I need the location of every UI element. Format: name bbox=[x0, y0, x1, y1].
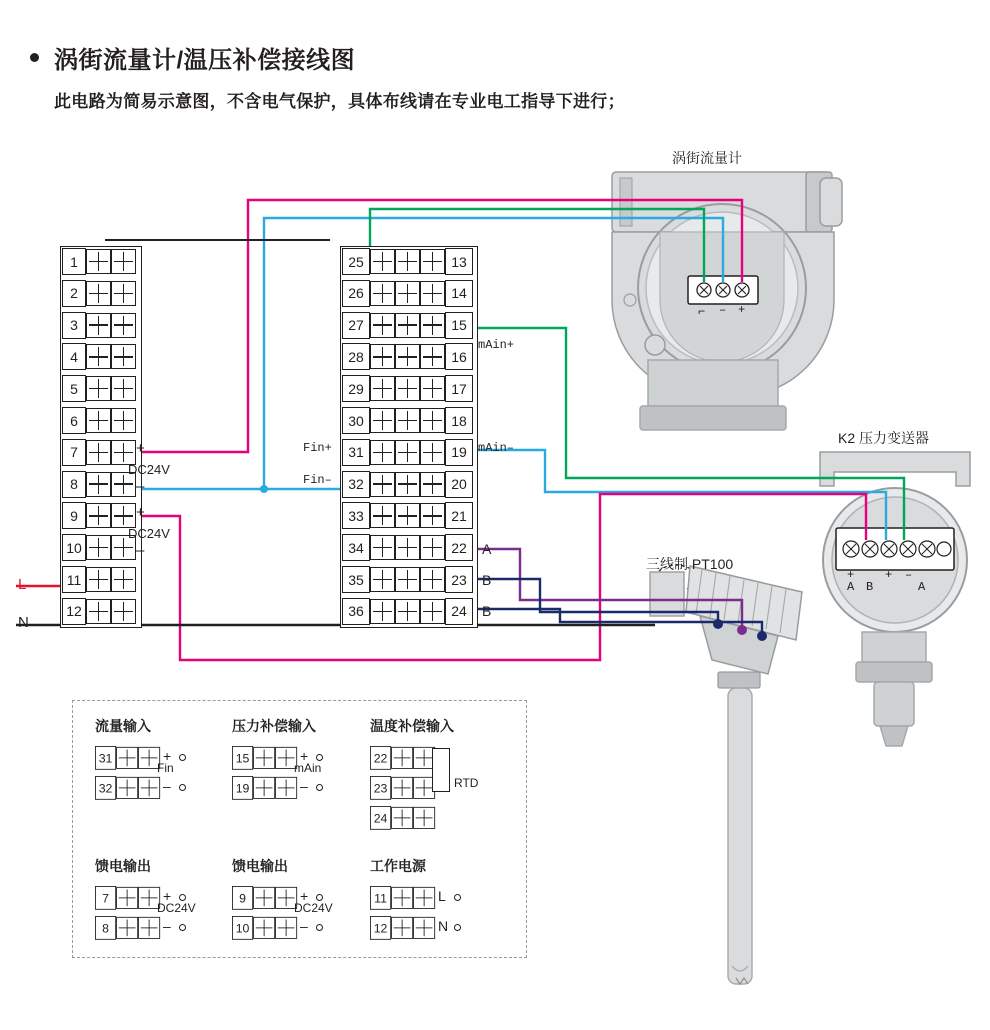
legend-terminal-sign: N bbox=[438, 918, 449, 934]
screw-terminal-icon bbox=[275, 777, 297, 799]
legend-terminal-dot bbox=[454, 924, 461, 931]
pt-mark-5: A bbox=[918, 580, 926, 594]
terminal-number: 5 bbox=[62, 375, 86, 402]
legend-terminal-row bbox=[370, 776, 435, 800]
mid-block-label: mAin– bbox=[478, 441, 515, 455]
mid-terminal-row[interactable] bbox=[342, 471, 473, 498]
screw-terminal-icon bbox=[275, 917, 297, 939]
legend-terminal-sign: L bbox=[438, 888, 446, 904]
screw-terminal-icon[interactable] bbox=[420, 599, 445, 624]
legend-group-title: 压力补偿输入 bbox=[232, 718, 316, 734]
left-block-label: DC24V bbox=[128, 462, 170, 477]
terminal-number: 3 bbox=[62, 312, 86, 339]
terminal-number: 34 bbox=[342, 534, 370, 561]
screw-terminal-icon bbox=[413, 917, 435, 939]
legend-side-label: DC24V bbox=[157, 901, 196, 915]
legend-terminal-row bbox=[370, 886, 435, 910]
left-terminal-row[interactable] bbox=[62, 566, 136, 593]
left-terminal-row[interactable] bbox=[62, 312, 136, 339]
mid-terminal-row[interactable] bbox=[342, 375, 473, 402]
legend-side-label: RTD bbox=[454, 776, 479, 790]
screw-terminal-icon[interactable] bbox=[86, 599, 111, 624]
legend-terminal-sign: – bbox=[163, 778, 171, 794]
screw-terminal-icon[interactable] bbox=[111, 313, 136, 338]
pt100-probe-graphic bbox=[650, 565, 802, 984]
legend-terminal-row bbox=[232, 886, 297, 910]
screw-terminal-icon bbox=[116, 777, 138, 799]
pt-mark-3: + bbox=[885, 568, 893, 582]
left-block-label: DC24V bbox=[128, 526, 170, 541]
left-terminal-row[interactable] bbox=[62, 407, 136, 434]
screw-terminal-icon[interactable] bbox=[370, 599, 395, 624]
left-block-label: L bbox=[18, 576, 27, 593]
terminal-number: 10 bbox=[232, 916, 253, 940]
screw-terminal-icon bbox=[138, 917, 160, 939]
screw-terminal-icon[interactable] bbox=[111, 344, 136, 369]
terminal-number: 11 bbox=[370, 886, 391, 910]
left-block-label: + bbox=[136, 440, 145, 457]
vortex-mark-1: – bbox=[719, 303, 727, 317]
terminal-number: 9 bbox=[232, 886, 253, 910]
screw-terminal-icon[interactable] bbox=[86, 249, 111, 274]
terminal-number: 7 bbox=[95, 886, 116, 910]
screw-terminal-icon[interactable] bbox=[420, 440, 445, 465]
left-terminal-row[interactable] bbox=[62, 439, 136, 466]
left-terminal-row[interactable] bbox=[62, 375, 136, 402]
screw-terminal-icon bbox=[253, 777, 275, 799]
screw-terminal-icon[interactable] bbox=[111, 408, 136, 433]
terminal-number: 7 bbox=[62, 439, 86, 466]
terminal-number: 10 bbox=[62, 534, 86, 561]
terminal-number: 21 bbox=[445, 502, 473, 529]
screw-terminal-icon[interactable] bbox=[420, 567, 445, 592]
terminal-number: 24 bbox=[445, 598, 473, 625]
screw-terminal-icon bbox=[253, 917, 275, 939]
vortex-mark-0: ⌐ bbox=[698, 305, 706, 319]
screw-terminal-icon[interactable] bbox=[395, 567, 420, 592]
screw-terminal-icon[interactable] bbox=[370, 535, 395, 560]
pt-mark-2: B bbox=[866, 580, 874, 594]
legend-terminal-dot bbox=[316, 894, 323, 901]
mid-terminal-row[interactable] bbox=[342, 566, 473, 593]
terminal-number: 30 bbox=[342, 407, 370, 434]
left-terminal-row[interactable] bbox=[62, 534, 136, 561]
legend-terminal-row bbox=[95, 746, 160, 770]
screw-terminal-icon[interactable] bbox=[395, 472, 420, 497]
screw-terminal-icon[interactable] bbox=[86, 408, 111, 433]
terminal-number: 2 bbox=[62, 280, 86, 307]
terminal-number: 29 bbox=[342, 375, 370, 402]
left-terminal-row[interactable] bbox=[62, 280, 136, 307]
vortex-flowmeter-graphic bbox=[612, 172, 842, 430]
screw-terminal-icon[interactable] bbox=[420, 313, 445, 338]
terminal-number: 19 bbox=[445, 439, 473, 466]
legend-side-label: mAin bbox=[294, 761, 322, 775]
screw-terminal-icon[interactable] bbox=[370, 472, 395, 497]
legend-terminal-row bbox=[232, 776, 297, 800]
terminal-number: 23 bbox=[445, 566, 473, 593]
terminal-number: 11 bbox=[62, 566, 86, 593]
legend-group-title: 馈电输出 bbox=[95, 858, 151, 874]
mid-terminal-row[interactable] bbox=[342, 598, 473, 625]
left-block-label: – bbox=[136, 478, 145, 495]
left-terminal-row[interactable] bbox=[62, 598, 136, 625]
screw-terminal-icon bbox=[138, 777, 160, 799]
screw-terminal-icon[interactable] bbox=[420, 503, 445, 528]
screw-terminal-icon[interactable] bbox=[395, 313, 420, 338]
screw-terminal-icon[interactable] bbox=[86, 376, 111, 401]
legend-terminal-dot bbox=[316, 924, 323, 931]
terminal-number: 20 bbox=[445, 471, 473, 498]
terminal-number: 8 bbox=[95, 916, 116, 940]
screw-terminal-icon bbox=[413, 807, 435, 829]
rtd-resistor-icon bbox=[432, 748, 450, 792]
screw-terminal-icon[interactable] bbox=[370, 440, 395, 465]
mid-block-label: B bbox=[482, 603, 492, 619]
terminal-number: 8 bbox=[62, 471, 86, 498]
legend-terminal-row bbox=[370, 916, 435, 940]
terminal-number: 15 bbox=[445, 312, 473, 339]
terminal-number: 1 bbox=[62, 248, 86, 275]
mid-terminal-row[interactable] bbox=[342, 343, 473, 370]
terminal-number: 12 bbox=[62, 598, 86, 625]
legend-terminal-row bbox=[95, 886, 160, 910]
legend-terminal-row bbox=[95, 776, 160, 800]
screw-terminal-icon[interactable] bbox=[86, 472, 111, 497]
screw-terminal-icon bbox=[391, 887, 413, 909]
screw-terminal-icon[interactable] bbox=[395, 599, 420, 624]
terminal-number: 6 bbox=[62, 407, 86, 434]
screw-terminal-icon bbox=[391, 807, 413, 829]
mid-terminal-row[interactable] bbox=[342, 439, 473, 466]
terminal-number: 24 bbox=[370, 806, 391, 830]
legend-terminal-dot bbox=[316, 754, 323, 761]
screw-terminal-icon[interactable] bbox=[420, 376, 445, 401]
screw-terminal-icon[interactable] bbox=[370, 376, 395, 401]
screw-terminal-icon[interactable] bbox=[395, 344, 420, 369]
legend-terminal-row bbox=[95, 916, 160, 940]
page-subtitle: 此电路为简易示意图，不含电气保护，具体布线请在专业电工指导下进行； bbox=[54, 92, 625, 111]
screw-terminal-icon[interactable] bbox=[395, 408, 420, 433]
pt-mark-1: A bbox=[847, 580, 855, 594]
mid-block-label: A bbox=[482, 541, 492, 557]
left-terminal-row[interactable] bbox=[62, 248, 136, 275]
terminal-number: 12 bbox=[370, 916, 391, 940]
legend-group-title: 温度补偿输入 bbox=[370, 718, 454, 734]
legend-terminal-sign: – bbox=[163, 918, 171, 934]
terminal-number: 31 bbox=[95, 746, 116, 770]
screw-terminal-icon[interactable] bbox=[86, 440, 111, 465]
screw-terminal-icon[interactable] bbox=[111, 567, 136, 592]
screw-terminal-icon bbox=[391, 747, 413, 769]
legend-terminal-sign: + bbox=[163, 888, 172, 904]
terminal-number: 31 bbox=[342, 439, 370, 466]
terminal-number: 16 bbox=[445, 343, 473, 370]
legend-terminal-dot bbox=[454, 894, 461, 901]
mid-terminal-row[interactable] bbox=[342, 534, 473, 561]
terminal-number: 19 bbox=[232, 776, 253, 800]
legend-terminal-row bbox=[370, 746, 435, 770]
legend-group-title: 工作电源 bbox=[370, 858, 426, 874]
legend-terminal-row bbox=[232, 916, 297, 940]
mid-terminal-row[interactable] bbox=[342, 312, 473, 339]
screw-terminal-icon bbox=[391, 917, 413, 939]
legend-side-label: DC24V bbox=[294, 901, 333, 915]
legend-terminal-dot bbox=[179, 784, 186, 791]
screw-terminal-icon[interactable] bbox=[111, 249, 136, 274]
screw-terminal-icon[interactable] bbox=[420, 344, 445, 369]
screw-terminal-icon[interactable] bbox=[111, 599, 136, 624]
caption-pressure-transmitter: K2 压力变送器 bbox=[838, 430, 930, 446]
left-terminal-row[interactable] bbox=[62, 502, 136, 529]
screw-terminal-icon bbox=[253, 747, 275, 769]
screw-terminal-icon[interactable] bbox=[420, 249, 445, 274]
screw-terminal-icon[interactable] bbox=[420, 535, 445, 560]
terminal-number: 25 bbox=[342, 248, 370, 275]
screw-terminal-icon[interactable] bbox=[395, 503, 420, 528]
left-terminal-row[interactable] bbox=[62, 471, 136, 498]
legend-group-title: 流量输入 bbox=[95, 718, 151, 734]
legend-terminal-row bbox=[370, 806, 435, 830]
legend-terminal-sign: + bbox=[163, 748, 172, 764]
terminal-number: 18 bbox=[445, 407, 473, 434]
legend-terminal-sign: + bbox=[300, 748, 309, 764]
terminal-number: 9 bbox=[62, 502, 86, 529]
screw-terminal-icon[interactable] bbox=[370, 344, 395, 369]
mid-block-label: B bbox=[482, 572, 492, 588]
legend-terminal-sign: – bbox=[300, 778, 308, 794]
mid-block-label: Fin– bbox=[303, 473, 332, 487]
screw-terminal-icon bbox=[116, 747, 138, 769]
pt-mark-4: – bbox=[905, 568, 913, 582]
legend-terminal-dot bbox=[179, 754, 186, 761]
screw-terminal-icon[interactable] bbox=[86, 281, 111, 306]
screw-terminal-icon[interactable] bbox=[111, 376, 136, 401]
terminal-number: 32 bbox=[95, 776, 116, 800]
legend-group-title: 馈电输出 bbox=[232, 858, 288, 874]
terminal-number: 35 bbox=[342, 566, 370, 593]
mid-terminal-row[interactable] bbox=[342, 280, 473, 307]
left-block-label: N bbox=[18, 614, 29, 631]
legend-terminal-sign: + bbox=[300, 888, 309, 904]
caption-pt100: 三线制 PT100 bbox=[646, 556, 734, 572]
screw-terminal-icon bbox=[116, 917, 138, 939]
terminal-number: 4 bbox=[62, 343, 86, 370]
screw-terminal-icon[interactable] bbox=[395, 535, 420, 560]
legend-terminal-dot bbox=[179, 894, 186, 901]
terminal-number: 26 bbox=[342, 280, 370, 307]
left-terminal-row[interactable] bbox=[62, 343, 136, 370]
left-block-label: – bbox=[136, 542, 145, 559]
pressure-transmitter-graphic bbox=[820, 452, 970, 746]
screw-terminal-icon[interactable] bbox=[111, 281, 136, 306]
terminal-number: 23 bbox=[370, 776, 391, 800]
legend-terminal-sign: – bbox=[300, 918, 308, 934]
mid-block-label: Fin+ bbox=[303, 441, 332, 455]
screw-terminal-icon[interactable] bbox=[420, 472, 445, 497]
caption-vortex-flowmeter: 涡街流量计 bbox=[672, 150, 742, 166]
terminal-number: 14 bbox=[445, 280, 473, 307]
legend-terminal-row bbox=[232, 746, 297, 770]
terminal-number: 13 bbox=[445, 248, 473, 275]
terminal-number: 27 bbox=[342, 312, 370, 339]
screw-terminal-icon[interactable] bbox=[370, 503, 395, 528]
screw-terminal-icon[interactable] bbox=[395, 281, 420, 306]
mid-terminal-row[interactable] bbox=[342, 502, 473, 529]
terminal-number: 36 bbox=[342, 598, 370, 625]
screw-terminal-icon[interactable] bbox=[86, 567, 111, 592]
page-title: 涡街流量计/温压补偿接线图 bbox=[54, 47, 356, 74]
screw-terminal-icon[interactable] bbox=[420, 408, 445, 433]
screw-terminal-icon[interactable] bbox=[420, 281, 445, 306]
screw-terminal-icon[interactable] bbox=[370, 567, 395, 592]
legend-terminal-dot bbox=[179, 924, 186, 931]
screw-terminal-icon bbox=[413, 887, 435, 909]
screw-terminal-icon[interactable] bbox=[395, 440, 420, 465]
screw-terminal-icon[interactable] bbox=[395, 249, 420, 274]
screw-terminal-icon[interactable] bbox=[395, 376, 420, 401]
screw-terminal-icon[interactable] bbox=[86, 344, 111, 369]
terminal-number: 33 bbox=[342, 502, 370, 529]
screw-terminal-icon bbox=[116, 887, 138, 909]
screw-terminal-icon[interactable] bbox=[370, 249, 395, 274]
terminal-number: 22 bbox=[370, 746, 391, 770]
vortex-mark-2: + bbox=[738, 303, 746, 317]
mid-terminal-row[interactable] bbox=[342, 407, 473, 434]
terminal-number: 15 bbox=[232, 746, 253, 770]
screw-terminal-icon[interactable] bbox=[86, 535, 111, 560]
screw-terminal-icon bbox=[391, 777, 413, 799]
screw-terminal-icon[interactable] bbox=[86, 503, 111, 528]
screw-terminal-icon bbox=[253, 887, 275, 909]
screw-terminal-icon[interactable] bbox=[370, 313, 395, 338]
mid-terminal-row[interactable] bbox=[342, 248, 473, 275]
terminal-number: 22 bbox=[445, 534, 473, 561]
screw-terminal-icon[interactable] bbox=[370, 408, 395, 433]
terminal-number: 28 bbox=[342, 343, 370, 370]
legend-terminal-dot bbox=[316, 784, 323, 791]
screw-terminal-icon[interactable] bbox=[111, 503, 136, 528]
screw-terminal-icon[interactable] bbox=[370, 281, 395, 306]
legend-side-label: Fin bbox=[157, 761, 174, 775]
pt-mark-0: + bbox=[847, 568, 855, 582]
terminal-number: 17 bbox=[445, 375, 473, 402]
terminal-number: 32 bbox=[342, 471, 370, 498]
mid-block-label: mAin+ bbox=[478, 338, 515, 352]
screw-terminal-icon[interactable] bbox=[86, 313, 111, 338]
left-block-label: + bbox=[136, 504, 145, 521]
